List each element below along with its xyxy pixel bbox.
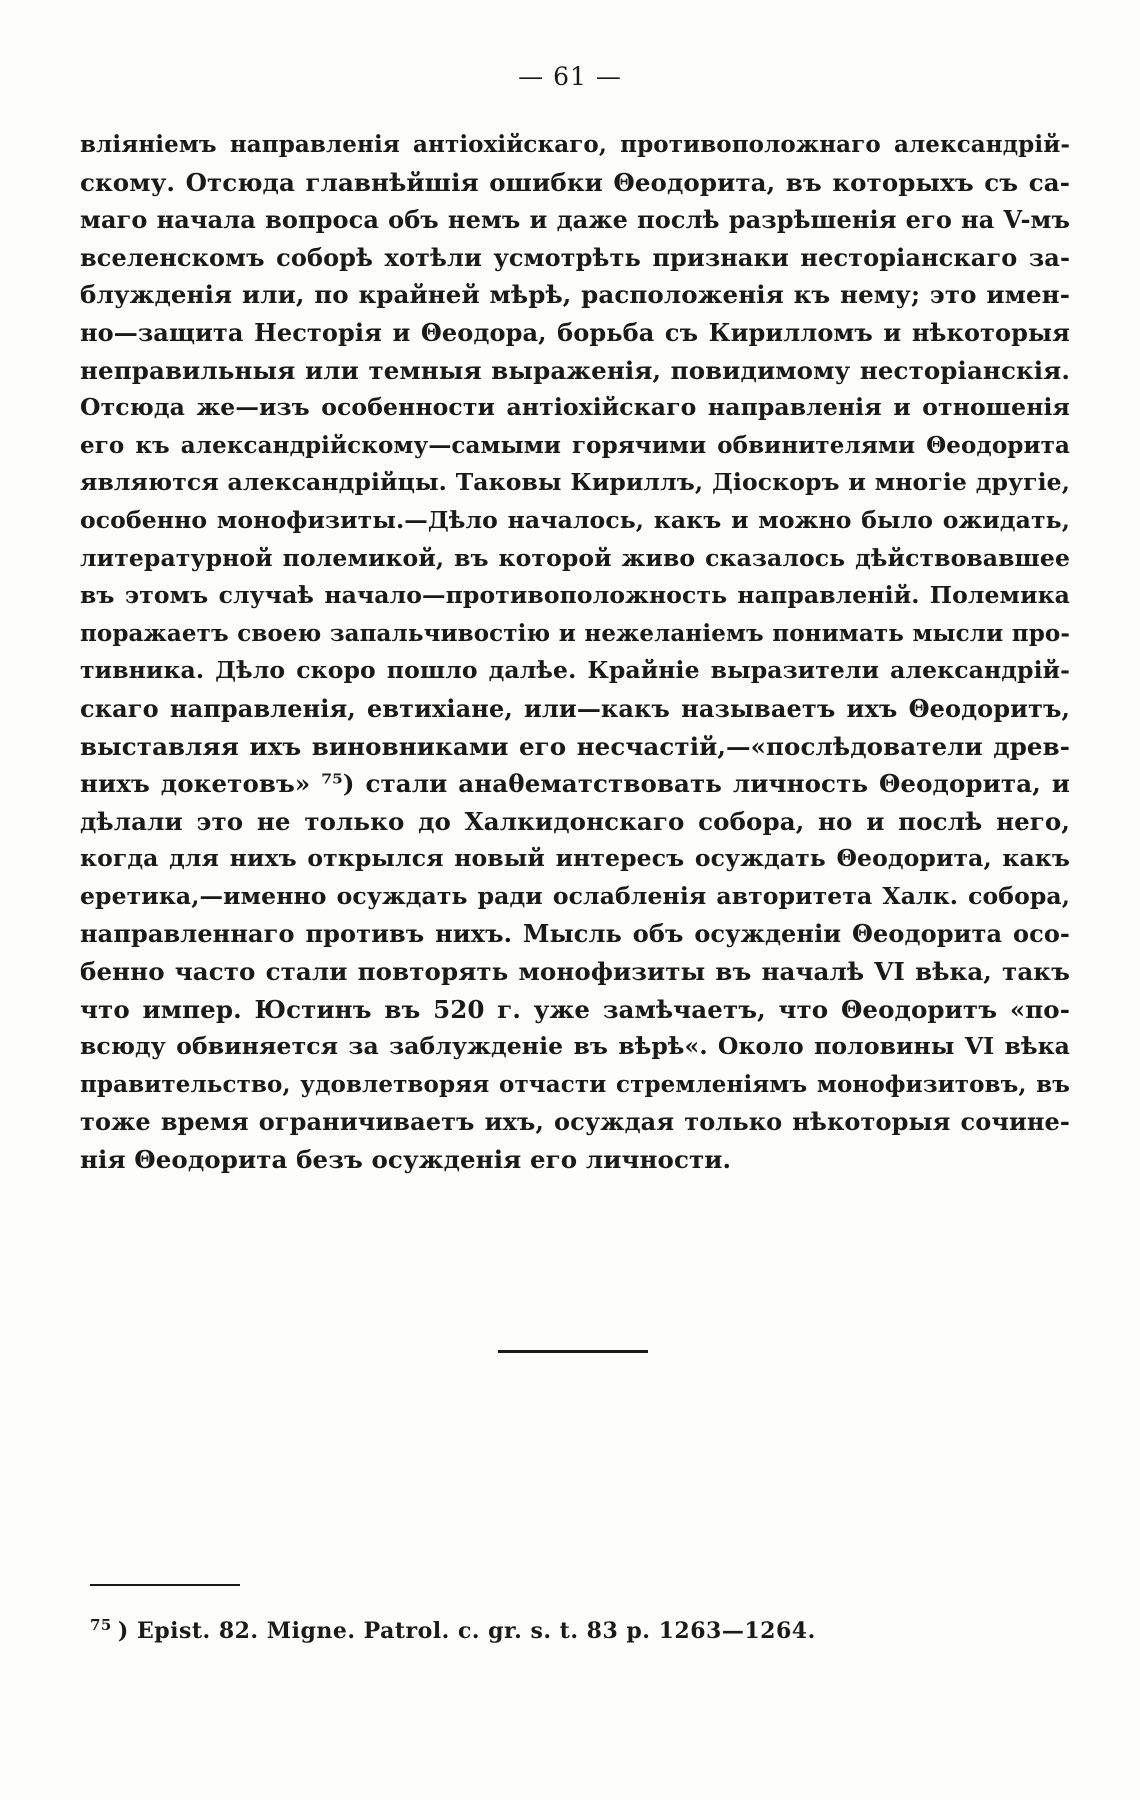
text-line-last: нія Θеодорита безъ осужденія его личности. [80, 1145, 732, 1175]
page-number: — 61 — [518, 62, 622, 91]
text-line: выставляя ихъ виновниками его несчастій,—«послѣдователи древ- [80, 731, 1070, 761]
footnote-text: ) Epist. 82. Migne. Patrol. c. gr. s. t. 83 p. 1263—1264. [117, 1618, 816, 1644]
text-line: что импер. Юстинъ въ 520 г. уже замѣчаетъ, что Θеодоритъ «по- [80, 994, 1070, 1024]
text-line: еретика,—именно осуждать ради ослабленія авторитета Халк. собора, [80, 881, 1070, 910]
text-line: нихъ докетовъ» ⁷⁵) стали анаθематствовать личность Θеодорита, и [80, 769, 1070, 799]
text-line: его къ александрійскому—самыми горячими обвинителями Θеодорита [80, 431, 1070, 459]
text-line: Отсюда же—изъ особенности антіохійскаго направленія и отношенія [80, 393, 1070, 422]
footnote-number: 75 [90, 1615, 112, 1634]
footnote-rule [90, 1584, 240, 1586]
text-line: правительство, удовлетворяя отчасти стремленіямъ монофизитовъ, въ [80, 1070, 1070, 1098]
text-line: маго начала вопроса объ немъ и даже послѣ разрѣшенія его на V-мъ [80, 205, 1070, 235]
footnote [90, 1616, 990, 1646]
text-line: тивника. Дѣло скоро пошло далѣе. Крайніе выразители александрій- [80, 656, 1070, 685]
section-divider [498, 1350, 648, 1353]
text-line: скому. Отсюда главнѣйшія ошибки Θеодорита, въ которыхъ съ са- [80, 167, 1070, 197]
text-line: бенно часто стали повторять монофизиты въ началѣ VI вѣка, такъ [80, 957, 1070, 987]
text-line: неправильныя или темныя выраженія, повидимому несторіанскія. [80, 355, 1070, 385]
text-line: вселенскомъ соборѣ хотѣли усмотрѣть признаки несторіанскаго за- [80, 242, 1070, 272]
text-line: но—защита Несторія и Θеодора, борьба съ Кирилломъ и нѣкоторыя [80, 317, 1070, 347]
text-line: дѣлали это не только до Халкидонскаго собора, но и послѣ него, [80, 806, 1070, 836]
text-line: всюду обвиняется за заблужденіе въ вѣрѣ«. Около половины VI вѣка [80, 1032, 1070, 1061]
text-line: поражаетъ своею запальчивостію и нежеланіемъ понимать мысли про- [80, 619, 1070, 647]
text-line: особенно монофизиты.—Дѣло началось, какъ и можно было ожидать, [80, 505, 1070, 534]
text-line: тоже время ограничиваетъ ихъ, осуждая только нѣкоторыя сочине- [80, 1107, 1070, 1137]
body-text [80, 126, 1070, 1179]
text-line: когда для нихъ открылся новый интересъ осуждать Θеодорита, какъ [80, 844, 1070, 873]
text-line: являются александрійцы. Таковы Кириллъ, Діоскоръ и многіе другіе, [80, 468, 1070, 497]
text-line: въ этомъ случаѣ начало—противоположность направленій. Полемика [80, 581, 1070, 610]
text-line: направленнаго противъ нихъ. Мысль объ осужденіи Θеодорита осо- [80, 919, 1070, 949]
text-line: вліяніемъ направленія антіохійскаго, противоположнаго александрій- [80, 131, 1070, 158]
text-line: блужденія или, по крайней мѣрѣ, расположенія къ нему; это имен- [80, 280, 1070, 310]
text-line: литературной полемикой, въ которой живо сказалось дѣйствовавшее [80, 543, 1070, 572]
text-line: скаго направленія, евтихіане, или—какъ называетъ ихъ Θеодоритъ, [80, 693, 1070, 723]
